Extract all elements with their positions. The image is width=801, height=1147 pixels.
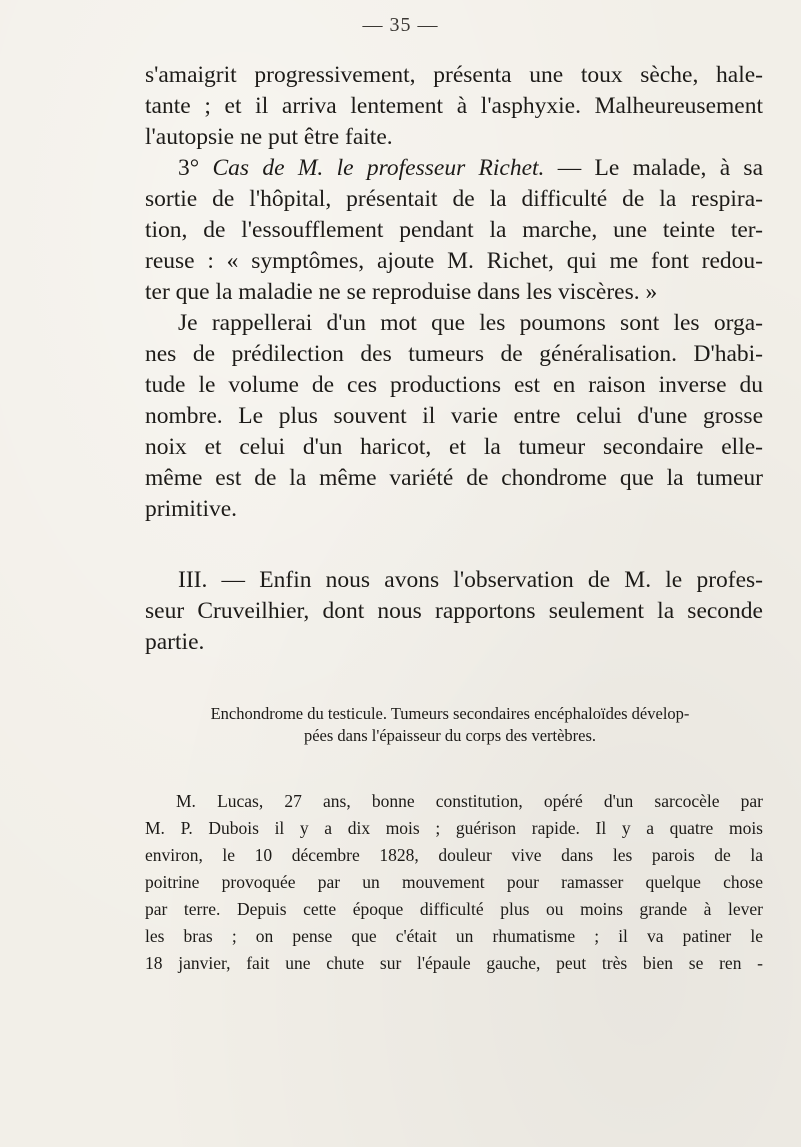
observation-line: M. P. Dubois il y a dix mois ; guérison rapide. Il y a quatre mois [145, 818, 763, 838]
text-line: même est de la même variété de chondrome que la tumeur [145, 465, 763, 491]
observation-caption-line: pées dans l'épaisseur du corps des vertèbres. [303, 726, 597, 745]
text-line: primitive. [145, 496, 238, 522]
observation-line: poitrine provoquée par un mouvement pour ramasser quelque chose [145, 872, 763, 892]
text-line: Je rappellerai d'un mot que les poumons sont les orga- [178, 310, 763, 336]
observation-caption-line: Enchondrome du testicule. Tumeurs secondaires encéphaloïdes dévelop- [210, 704, 690, 723]
text-line: nombre. Le plus souvent il varie entre celui d'une grosse [145, 403, 763, 429]
text-line: tion, de l'essoufflement pendant la marche, une teinte ter- [145, 217, 763, 243]
case-title: Cas de M. le professeur Richet. [212, 155, 545, 181]
text-line: ter que la maladie ne se reproduise dans les viscères. » [145, 279, 658, 305]
page-number: — 35 — [362, 14, 439, 36]
text-line: nes de prédilection des tumeurs de généralisation. D'habi- [145, 341, 763, 367]
text-line: l'autopsie ne put être faite. [145, 124, 393, 150]
text-line: sortie de l'hôpital, présentait de la difficulté de la respira- [145, 186, 763, 212]
case-heading-line [178, 153, 763, 183]
observation-line: les bras ; on pense que c'était un rhumatisme ; il va patiner le [145, 926, 763, 946]
observation-line: M. Lucas, 27 ans, bonne constitution, opéré d'un sarcocèle par [176, 791, 763, 811]
text-line: tante ; et il arriva lentement à l'asphyxie. Malheureusement [145, 93, 763, 119]
text-line: noix et celui d'un haricot, et la tumeur secondaire elle- [145, 434, 763, 460]
text-line: tude le volume de ces productions est en raison inverse du [145, 372, 763, 398]
case-number: 3° [178, 155, 200, 181]
observation-line: par terre. Depuis cette époque difficulté plus ou moins grande à lever [145, 899, 763, 919]
section-heading-line: III. — Enfin nous avons l'observation de M. le profes- [178, 567, 763, 593]
observation-line: 18 janvier, fait une chute sur l'épaule gauche, peut très bien se ren - [145, 953, 763, 973]
text-line: reuse : « symptômes, ajoute M. Richet, qui me font redou- [145, 248, 763, 274]
text-line: partie. [145, 629, 205, 655]
text-line: seur Cruveilhier, dont nous rapportons seulement la seconde [145, 598, 763, 624]
case-heading-rest: — Le malade, à sa [557, 155, 764, 181]
text-line: s'amaigrit progressivement, présenta une toux sèche, hale- [145, 62, 763, 88]
observation-line: environ, le 10 décembre 1828, douleur vive dans les parois de la [145, 845, 763, 865]
